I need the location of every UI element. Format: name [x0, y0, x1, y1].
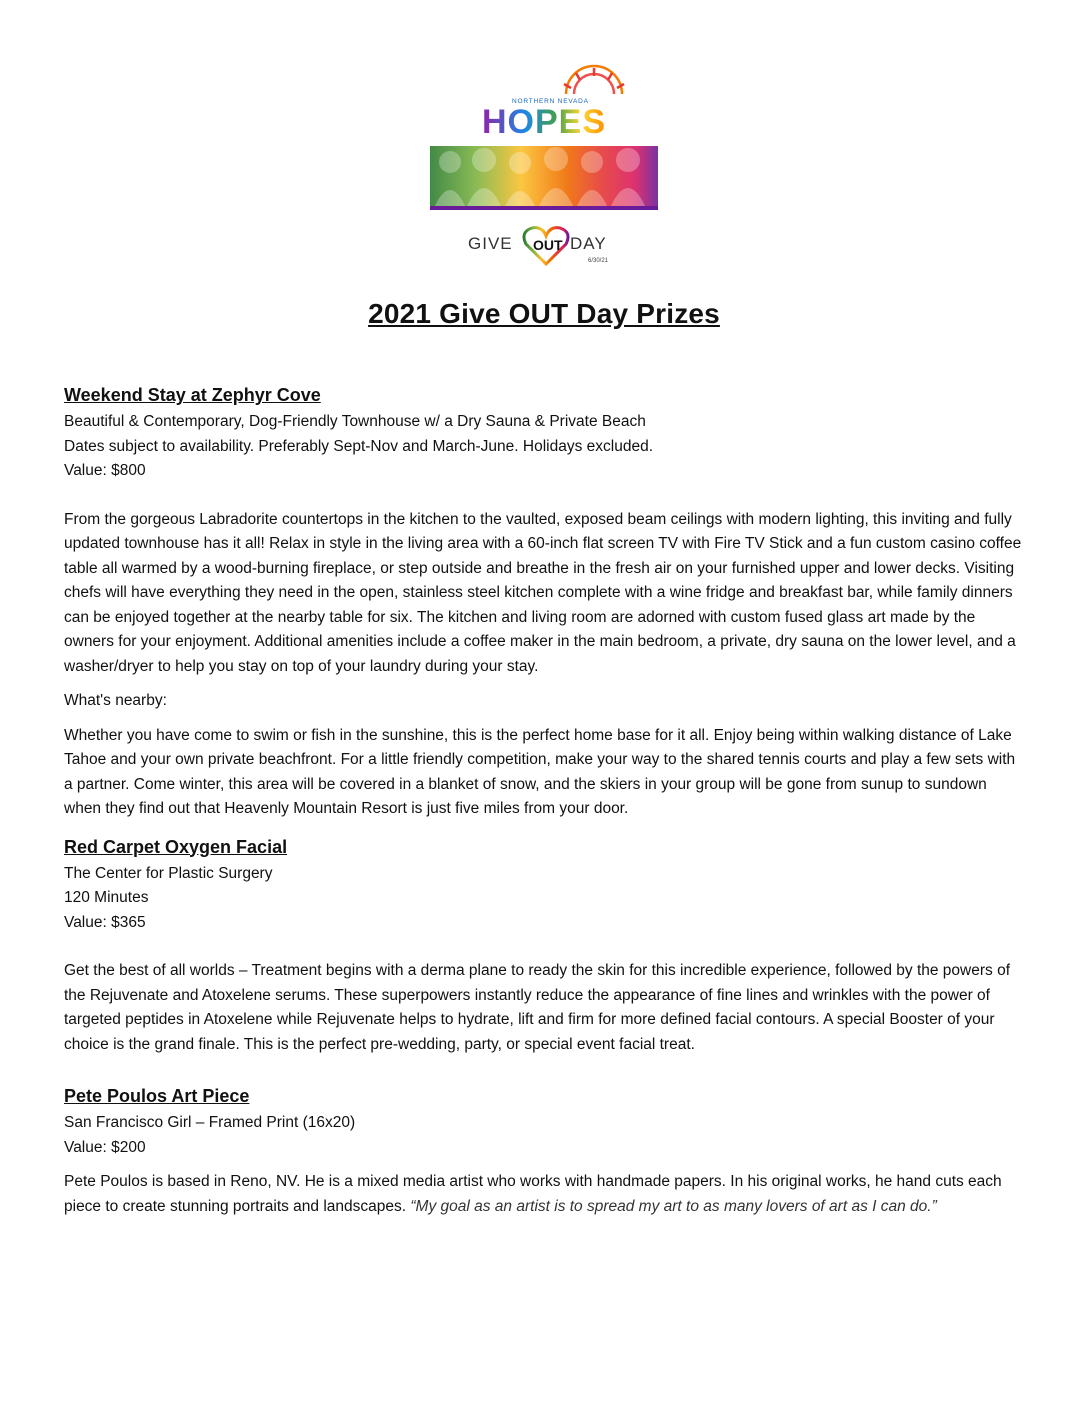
prize-heading: Pete Poulos Art Piece	[64, 1086, 250, 1106]
org-name: HOPES	[482, 103, 607, 141]
nearby-label: What's nearby:	[64, 692, 167, 709]
logo	[424, 64, 664, 274]
document-title: 2021 Give OUT Day Prizes	[368, 298, 720, 329]
sun-icon	[564, 66, 624, 94]
prize-duration: 120 Minutes	[64, 889, 149, 906]
prize-list	[64, 380, 1028, 1219]
prize-description: From the gorgeous Labradorite countertops in the kitchen to the vaulted, exposed beam ceilings with modern lighting, this inviting and fully updated townhouse has it all! Relax in style in the living area with a 60-inch flat screen TV with Fire TV Stick and a fun custom casino coffee table all warmed by a wood-burning fireplace, or step outside and breathe in the fresh air on your furnished upper and lower decks. Visiting chefs will have everything they need in the open, stainless steel kitchen complete with a wine fridge and breakfast bar, while family dinners can be enjoyed together at the nearby table for six. The kitchen and living room are adorned with custom fused glass art made by the owners for your enjoyment. Additional amenities include a coffee maker in the main bedroom, a private, dry sauna on the lower level, and a washer/dryer to help you stay on top of your laundry during your stay.	[64, 510, 1022, 675]
prize-value: Value: $200	[64, 1138, 146, 1156]
prize-description: Get the best of all worlds – Treatment begins with a derma plane to ready the skin for this incredible experience, followed by the powers of the Rejuvenate and Atoxelene serums. These superpowers instantly reduce the appearance of fine lines and wrinkles with the power of targeted peptides in Atoxelene while Rejuvenate helps to hydrate, lift and firm for more defined facial contours. A special Booster of your choice is the grand finale. This is the perfect pre-wedding, party, or special event facial treat.	[64, 962, 1011, 1053]
event-day: DAY	[570, 234, 607, 253]
event-out: OUT	[533, 237, 563, 253]
event-give: GIVE	[468, 234, 513, 253]
prize-heading: Red Carpet Oxygen Facial	[64, 836, 288, 857]
prize-note: Dates subject to availability. Preferably Sept-Nov and March-June. Holidays excluded.	[64, 437, 653, 455]
artist-quote: “My goal as an artist is to spread my art to as many lovers of art as I can do.”	[410, 1197, 937, 1215]
prize-art-piece	[64, 1081, 1028, 1219]
nearby-description: Whether you have come to swim or fish in the sunshine, this is the perfect home base for it all. Enjoy being within walking distance of Lake Tahoe and your own private beachfront. For a little friendly competition, make your way to the shared tennis courts and play a few sets with a partner. Come winter, this area will be covered in a blanket of snow, and the skiers in your group will be gone from sunup to sundown when they find out that Heavenly Mountain Resort is just five miles from your door.	[64, 726, 1016, 817]
prize-provider: The Center for Plastic Surgery	[64, 864, 273, 882]
artist-bio: Pete Poulos is based in Reno, NV. He is a mixed media artist who works with handmade papers. In his original works, he hand cuts each piece to create stunning portraits and landscapes.	[64, 1173, 1002, 1215]
prize-value: Value: $365	[64, 913, 146, 931]
prize-subtitle: San Francisco Girl – Framed Print (16x20)	[64, 1114, 356, 1131]
event-date: 6/30/21	[588, 258, 609, 264]
org-subtitle: NORTHERN NEVADA	[512, 98, 589, 105]
prize-value: Value: $800	[64, 462, 146, 479]
hopes-give-out-day-logo	[424, 64, 664, 274]
prize-weekend-stay	[64, 380, 1028, 822]
prize-description	[64, 1170, 1028, 1219]
prize-subtitle: Beautiful & Contemporary, Dog-Friendly Townhouse w/ a Dry Sauna & Private Beach	[64, 413, 646, 430]
prize-oxygen-facial	[64, 832, 1028, 1058]
prize-heading: Weekend Stay at Zephyr Cove	[64, 385, 321, 405]
